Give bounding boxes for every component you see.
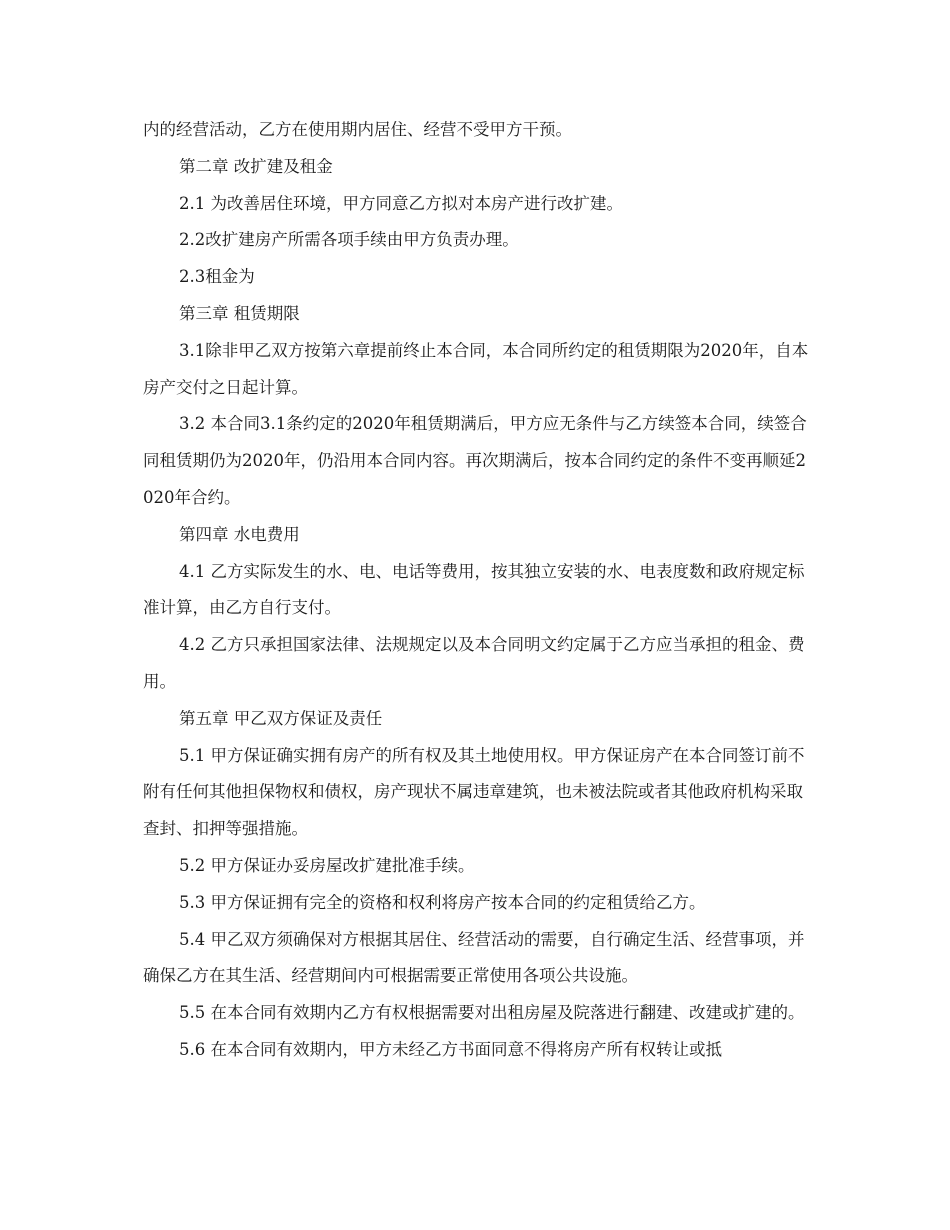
document-body — [143, 112, 809, 1069]
clause-paragraph: 4.2 乙方只承担国家法律、法规规定以及本合同明文约定属于乙方应当承担的租金、费用。 — [143, 635, 805, 691]
clause-paragraph: 2.2改扩建房产所需各项手续由甲方负责办理。 — [179, 230, 519, 250]
clause-paragraph: 2.1 为改善居住环境，甲方同意乙方拟对本房产进行改扩建。 — [179, 193, 623, 213]
clause-paragraph: 5.6 在本合同有效期内，甲方未经乙方书面同意不得将房产所有权转让或抵 — [179, 1039, 722, 1059]
clause-paragraph: 2.3租金为 — [179, 267, 255, 287]
clause-paragraph: 5.2 甲方保证办妥房屋改扩建批准手续。 — [179, 855, 475, 875]
clause-paragraph: 5.4 甲乙双方须确保对方根据其居住、经营活动的需要，自行确定生活、经营事项，并确保乙方在其生活、经营期间内可根据需要正常使用各项公共设施。 — [143, 929, 805, 986]
paragraph: 内的经营活动，乙方在使用期内居住、经营不受甲方干预。 — [143, 120, 572, 139]
chapter-heading: 第四章 水电费用 — [179, 524, 300, 544]
chapter-heading: 第三章 租赁期限 — [179, 303, 300, 323]
clause-paragraph: 5.1 甲方保证确实拥有房产的所有权及其土地使用权。甲方保证房产在本合同签订前不附有任何其他担保物权和债权，房产现状不属违章建筑，也未被法院或者其他政府机构采取查封、扣押等强措施。 — [143, 745, 805, 839]
chapter-heading: 第二章 改扩建及租金 — [179, 156, 333, 176]
chapter-heading: 第五章 甲乙双方保证及责任 — [179, 708, 383, 728]
clause-paragraph: 3.2 本合同3.1条约定的2020年租赁期满后，甲方应无条件与乙方续签本合同，续签合同租赁期仍为2020年，仍沿用本合同内容。再次期满后，按本合同约定的条件不变再顺延2020年合约。 — [143, 414, 807, 507]
clause-paragraph: 3.1除非甲乙双方按第六章提前终止本合同，本合同所约定的租赁期限为2020年，自本房产交付之日起计算。 — [143, 340, 809, 397]
clause-paragraph: 5.5 在本合同有效期内乙方有权根据需要对出租房屋及院落进行翻建、改建或扩建的。 — [179, 1003, 805, 1023]
clause-paragraph: 4.1 乙方实际发生的水、电、电话等费用，按其独立安装的水、电表度数和政府规定标准计算，由乙方自行支付。 — [143, 561, 805, 618]
clause-paragraph: 5.3 甲方保证拥有完全的资格和权利将房产按本合同的约定租赁给乙方。 — [179, 892, 706, 912]
